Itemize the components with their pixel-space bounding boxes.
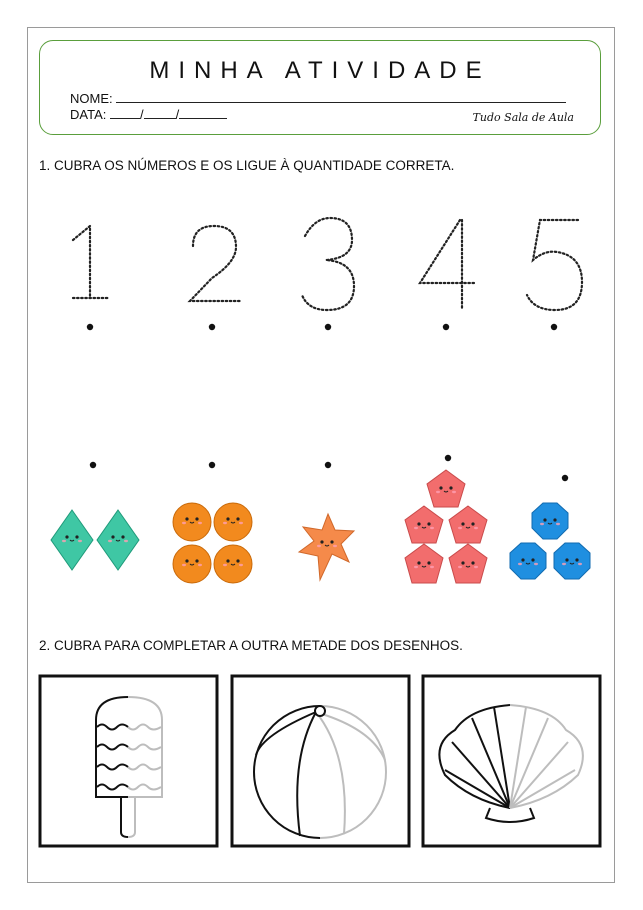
trace-number-2[interactable]: [190, 226, 240, 301]
group-dot-2[interactable]: [209, 462, 215, 468]
pentagon-icon: [427, 470, 465, 507]
star-icon: [299, 514, 354, 580]
pentagon-icon: [449, 544, 487, 583]
group-dot-4[interactable]: [445, 455, 451, 461]
circle-icon: [214, 545, 252, 583]
star-group: [299, 514, 354, 580]
beach-ball-icon[interactable]: [254, 706, 386, 838]
octagon-icon: [554, 543, 590, 579]
octagon-group: [510, 503, 590, 579]
circle-group: [173, 503, 252, 583]
name-label: NOME:: [70, 91, 113, 106]
number-dot-1[interactable]: [87, 324, 93, 330]
pentagon-icon: [405, 506, 443, 543]
seashell-icon[interactable]: [439, 705, 583, 822]
date-field[interactable]: DATA: / /: [70, 107, 227, 122]
number-dot-4[interactable]: [443, 324, 449, 330]
group-dot-1[interactable]: [90, 462, 96, 468]
number-dot-5[interactable]: [551, 324, 557, 330]
octagon-icon: [532, 503, 568, 539]
group-dot-3[interactable]: [325, 462, 331, 468]
octagon-icon: [510, 543, 546, 579]
circle-icon: [173, 545, 211, 583]
diamond-icon: [97, 510, 139, 570]
brand-logo: Tudo Sala de Aula: [472, 111, 574, 124]
drawing-box-1: [40, 676, 217, 846]
number-dot-3[interactable]: [325, 324, 331, 330]
group-dot-5[interactable]: [562, 475, 568, 481]
trace-number-1[interactable]: [73, 226, 108, 298]
drawing-box-2: [232, 676, 409, 846]
circle-icon: [214, 503, 252, 541]
diamond-group: [51, 510, 139, 570]
trace-number-5[interactable]: [527, 220, 582, 310]
trace-number-3[interactable]: [302, 218, 354, 310]
number-dot-2[interactable]: [209, 324, 215, 330]
circle-icon: [173, 503, 211, 541]
pentagon-group: [405, 470, 487, 583]
popsicle-icon[interactable]: [96, 697, 162, 837]
question-1-text: 1. CUBRA OS NÚMEROS E OS LIGUE À QUANTIDADE CORRETA.: [39, 158, 455, 173]
drawing-box-3: [423, 676, 600, 846]
diamond-icon: [51, 510, 93, 570]
question-2-text: 2. CUBRA PARA COMPLETAR A OUTRA METADE DOS DESENHOS.: [39, 638, 463, 653]
trace-number-4[interactable]: [420, 220, 474, 310]
pentagon-icon: [405, 544, 443, 583]
pentagon-icon: [449, 506, 487, 543]
date-label: DATA:: [70, 107, 107, 122]
page-title: MINHA ATIVIDADE: [149, 57, 491, 84]
